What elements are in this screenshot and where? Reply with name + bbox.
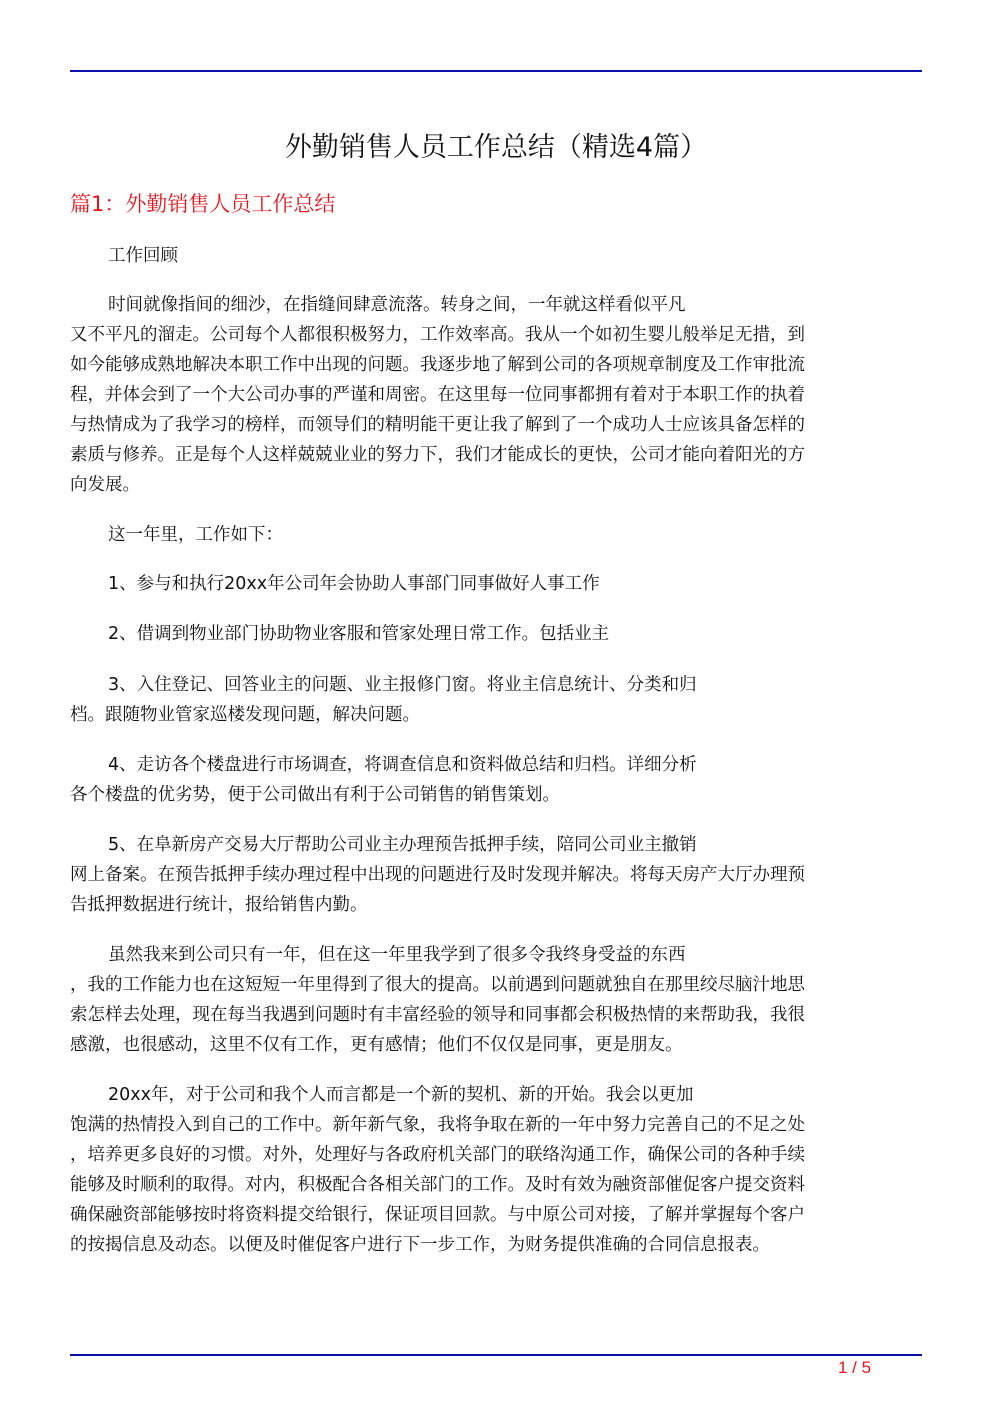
paragraph-first-line: 3、入住登记、回答业主的问题、业主报修门窗。将业主信息统计、分类和归 — [108, 675, 697, 695]
paragraph-first-line: 2、借调到物业部门协助物业客服和管家处理日常工作。包括业主 — [108, 624, 610, 644]
paragraph-line: 感激，也很感动，这里不仅有工作，更有感情；他们不仅仅是同事，更是朋友。 — [70, 1035, 683, 1055]
paragraph-line: 素质与修养。正是每个人这样兢兢业业的努力下，我们才能成长的更快，公司才能向着阳光的方 — [70, 445, 805, 465]
paragraph-line: 告抵押数据进行统计，报给销售内勤。 — [70, 895, 368, 915]
paragraph-line: 向发展。 — [70, 475, 140, 495]
paragraph-line: 饱满的热情投入到自己的工作中。新年新气象，我将争取在新的一年中努力完善自己的不足之处 — [70, 1115, 805, 1135]
header-rule — [70, 70, 922, 72]
paragraph-first-line: 4、走访各个楼盘进行市场调查，将调查信息和资料做总结和归档。详细分析 — [108, 755, 697, 775]
paragraph-line: 各个楼盘的优劣势，便于公司做出有利于公司销售的销售策划。 — [70, 785, 560, 805]
paragraph-line: 确保融资部能够按时将资料提交给银行，保证项目回款。与中原公司对接，了解并掌握每个客户 — [70, 1205, 805, 1225]
paragraph-line: 如今能够成熟地解决本职工作中出现的问题。我逐步地了解到公司的各项规章制度及工作审批流 — [70, 355, 805, 375]
paragraph-first-line: 20xx年，对于公司和我个人而言都是一个新的契机、新的开始。我会以更加 — [108, 1085, 694, 1105]
paragraph-line: 档。跟随物业管家巡楼发现问题，解决问题。 — [70, 705, 420, 725]
paragraph-line: 与热情成为了我学习的榜样，而领导们的精明能干更让我了解到了一个成功人士应该具备怎样的 — [70, 415, 805, 435]
section-title: 篇1：外勤销售人员工作总结 — [70, 192, 336, 216]
page-number: 1 / 5 — [838, 1358, 872, 1377]
paragraph-first-line: 工作回顾 — [108, 246, 178, 266]
paragraph-line: 索怎样去处理，现在每当我遇到问题时有丰富经验的领导和同事都会积极热情的来帮助我，我很 — [70, 1005, 805, 1025]
paragraph-line: 程，并体会到了一个大公司办事的严谨和周密。在这里每一位同事都拥有着对于本职工作的执着 — [70, 385, 805, 405]
footer-rule — [70, 1354, 922, 1356]
paragraph-first-line: 虽然我来到公司只有一年，但在这一年里我学到了很多令我终身受益的东西 — [108, 945, 686, 965]
paragraph-line: ，培养更多良好的习惯。对外，处理好与各政府机关部门的联络沟通工作，确保公司的各种手续 — [70, 1145, 805, 1165]
paragraph-first-line: 1、参与和执行20xx年公司年会协助人事部门同事做好人事工作 — [108, 574, 600, 594]
paragraph-line: 能够及时顺利的取得。对内，积极配合各相关部门的工作。及时有效为融资部催促客户提交资料 — [70, 1175, 805, 1195]
document-title: 外勤销售人员工作总结（精选4篇） — [284, 132, 708, 163]
paragraph-line: 网上备案。在预告抵押手续办理过程中出现的问题进行及时发现并解决。将每天房产大厅办理预 — [70, 865, 805, 885]
paragraph-first-line: 5、在阜新房产交易大厅帮助公司业主办理预告抵押手续，陪同公司业主撤销 — [108, 835, 697, 855]
paragraph-line: ，我的工作能力也在这短短一年里得到了很大的提高。以前遇到问题就独自在那里绞尽脑汁地思 — [70, 975, 805, 995]
paragraph-first-line: 这一年里，工作如下： — [108, 525, 283, 545]
paragraph-line: 又不平凡的溜走。公司每个人都很积极努力，工作效率高。我从一个如初生婴儿般举足无措，到 — [70, 325, 805, 345]
paragraph-line: 的按揭信息及动态。以便及时催促客户进行下一步工作，为财务提供准确的合同信息报表。 — [70, 1235, 770, 1255]
paragraph-first-line: 时间就像指间的细沙，在指缝间肆意流落。转身之间，一年就这样看似平凡 — [108, 295, 686, 315]
